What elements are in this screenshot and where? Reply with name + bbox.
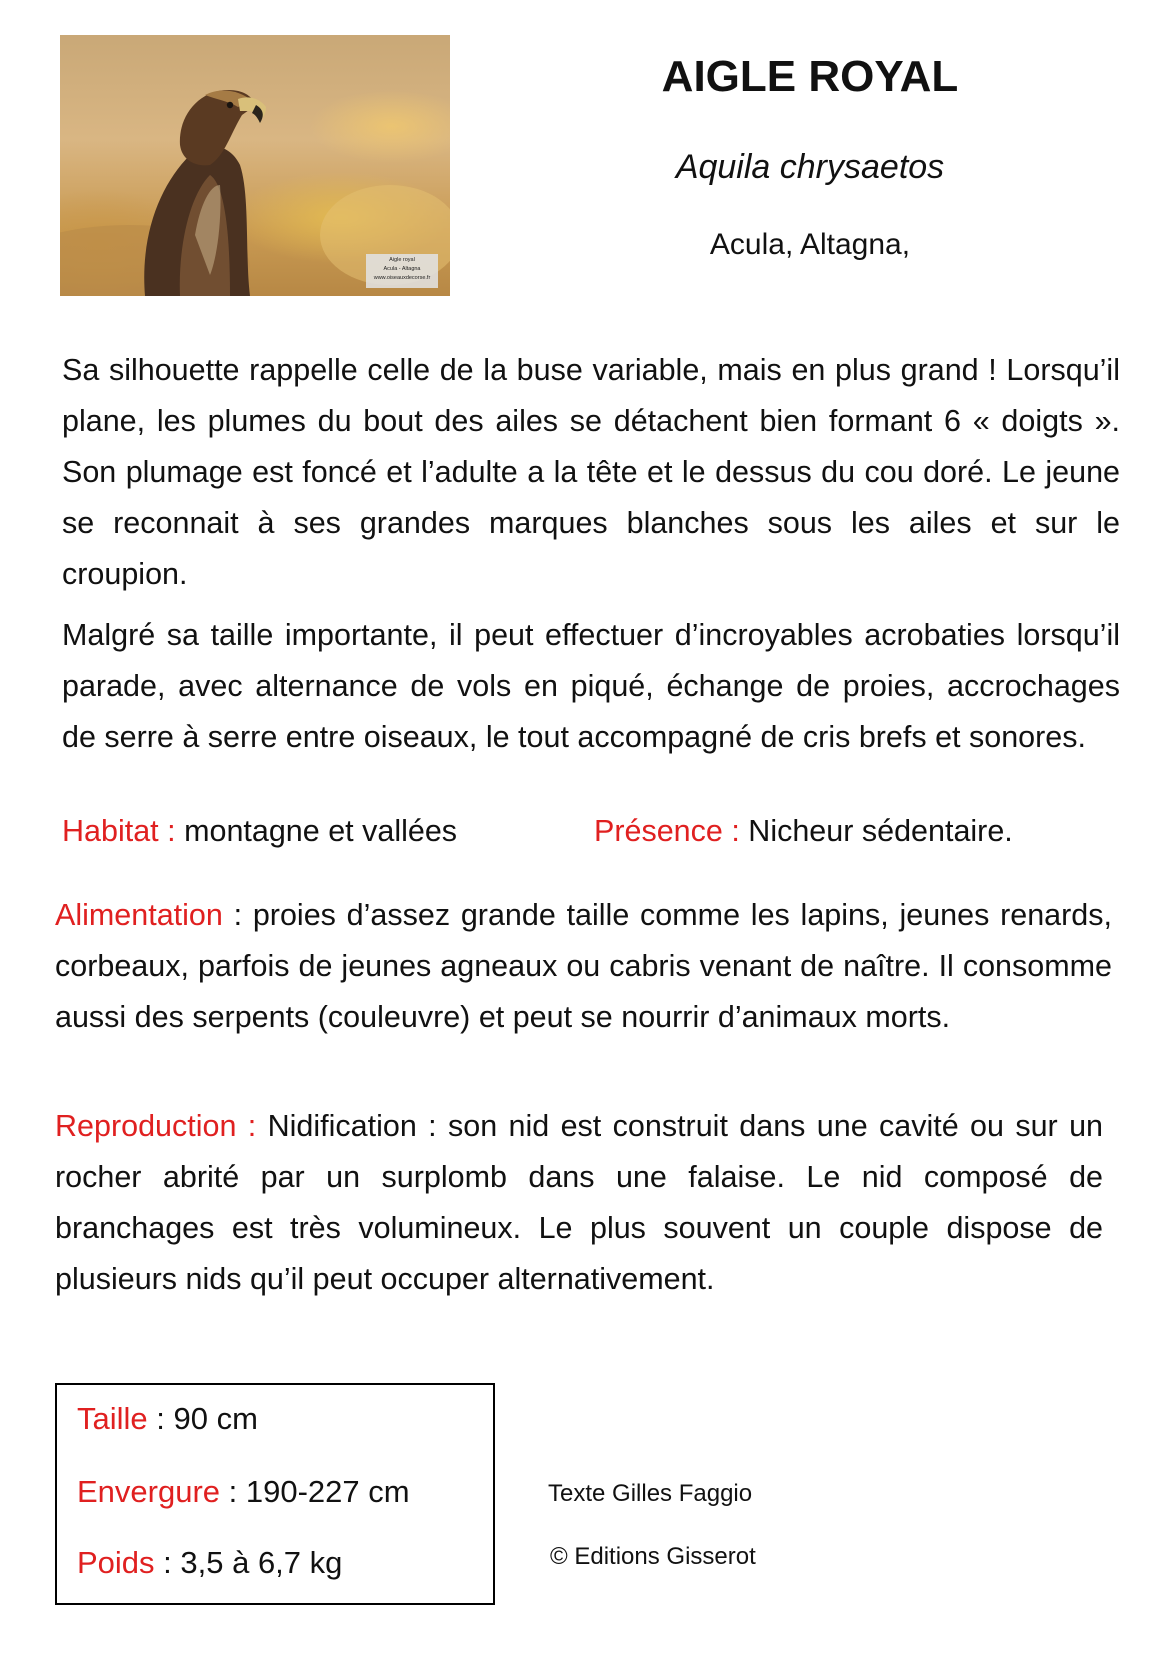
poids-row xyxy=(77,1545,342,1581)
habitat-label: Habitat : xyxy=(62,814,176,848)
taille-row xyxy=(77,1401,258,1437)
alimentation-text: : proies d’assez grande taille comme les lapins, jeunes renards, corbeaux, parfois de jeunes agneaux ou cabris venant de naître. Il consomme aussi des serpents (couleuvre) et peut se nourrir d’animaux morts. xyxy=(55,898,1112,1034)
photo-caption-line: Acula - Altagna xyxy=(383,266,421,272)
alimentation-section xyxy=(55,890,1112,1043)
envergure-row xyxy=(77,1474,410,1510)
poids-label: Poids xyxy=(77,1545,155,1580)
presence-line xyxy=(594,814,1013,849)
description-paragraph-1: Sa silhouette rappelle celle de la buse variable, mais en plus grand ! Lorsqu’il plane, les plumes du bout des ailes se détachent bien formant 6 « doigts ». Son plumage est foncé et l’adulte a la tête et le dessus du cou doré. Le jeune se reconnait à ses grandes marques blanches sous les ailes et sur le croupion. xyxy=(62,353,1120,591)
taille-label: Taille xyxy=(77,1401,148,1436)
poids-value: : 3,5 à 6,7 kg xyxy=(154,1545,343,1580)
author-credit: Texte Gilles Faggio xyxy=(548,1480,753,1507)
envergure-label: Envergure xyxy=(77,1474,221,1509)
taille-value: : 90 cm xyxy=(147,1401,258,1436)
alimentation-label: Alimentation xyxy=(55,898,223,932)
measurements-box xyxy=(55,1383,495,1605)
publisher-credit: © Editions Gisserot xyxy=(550,1543,756,1570)
photo-caption xyxy=(366,254,438,288)
presence-value: Nicheur sédentaire. xyxy=(748,814,1013,848)
photo-caption-line: Aigle royal xyxy=(389,257,415,263)
envergure-value: : 190-227 cm xyxy=(220,1474,410,1509)
habitat-value: montagne et vallées xyxy=(184,814,458,848)
reproduction-text: Nidification : son nid est construit dans une cavité ou sur un rocher abrité par un surplomb dans une falaise. Le nid composé de branchages est très volumineux. Le plus souvent un couple dispose de plusieurs nids qu’il peut occuper alternativement. xyxy=(55,1109,1104,1296)
description-paragraph-2: Malgré sa taille importante, il peut effectuer d’incroyables acrobaties lorsqu’il parade, avec alternance de vols en piqué, échange de proies, accrochages de serre à serre entre oiseaux, le tout accompagné de cris brefs et sonores. xyxy=(62,618,1120,754)
page-title: AIGLE ROYAL xyxy=(661,52,959,101)
latin-name: Aquila chrysaetos xyxy=(675,148,945,186)
local-names: Acula, Altagna, xyxy=(709,228,911,261)
photo-caption-line: www.oiseauxdecorse.fr xyxy=(373,275,431,281)
reproduction-label: Reproduction : xyxy=(55,1109,257,1143)
habitat-line xyxy=(62,814,457,849)
reproduction-section xyxy=(55,1101,1103,1305)
presence-label: Présence : xyxy=(594,814,740,848)
eagle-photo xyxy=(60,35,450,296)
